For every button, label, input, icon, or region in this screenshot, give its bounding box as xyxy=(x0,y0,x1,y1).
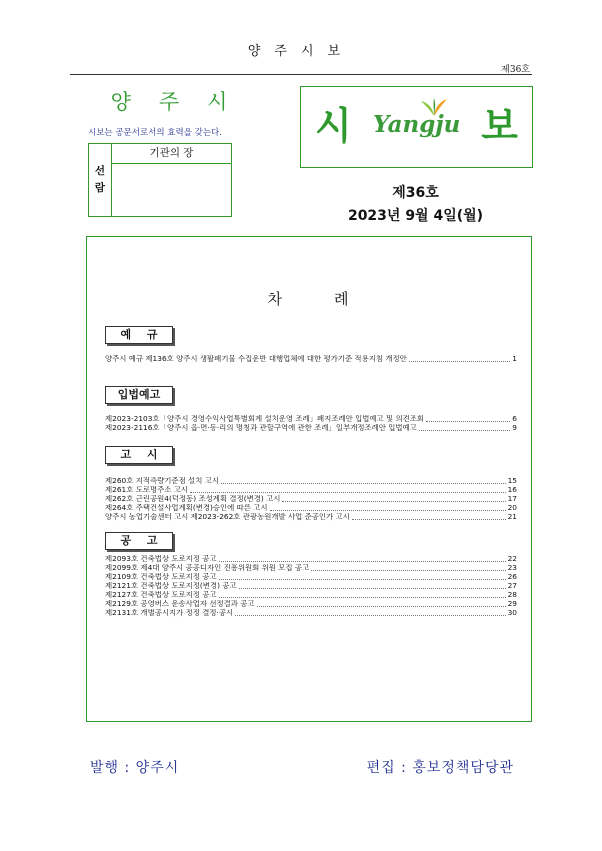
city-name: 양주시 xyxy=(110,90,256,114)
toc-leader xyxy=(219,591,506,598)
toc-entry-text: 제2099호 제4대 양주시 공공디자인 진흥위원회 위원 모집 공고 xyxy=(105,564,310,572)
toc-entry-text: 양주시 예규 제136호 양주시 생활폐기물 수집운반 대행업체에 대한 평가기준 적용지침 개정안 xyxy=(105,355,407,363)
toc-entry-page: 27 xyxy=(507,582,517,590)
toc-entry-text: 제2093호 건축법상 도로지정 공고 xyxy=(105,555,217,563)
toc-leader xyxy=(426,415,510,422)
approval-label-char-2: 람 xyxy=(94,182,106,194)
approval-head: 기관의 장 xyxy=(112,144,231,164)
toc-entry-text: 제2023-2116호「양주시 읍·면·동·리의 명칭과 관할구역에 관한 조례」일부개정조례안 입법예고 xyxy=(105,424,417,432)
toc-leader xyxy=(270,504,506,511)
toc-entry[interactable] xyxy=(105,477,517,486)
toc-entry-text: 제2023-2103호「양주시 경영수익사업특별회계 설치운영 조례」폐지조례안 입법예고 및 의견조회 xyxy=(105,415,425,423)
toc-entry-page: 9 xyxy=(512,424,517,432)
toc-leader xyxy=(311,564,505,571)
toc-entry[interactable] xyxy=(105,486,517,495)
toc-leader xyxy=(282,495,505,502)
toc-leader xyxy=(239,582,506,589)
issue-tag: 제36호 xyxy=(501,65,530,75)
logo-wordmark: Yangju xyxy=(373,111,461,138)
toc-entry-page: 21 xyxy=(507,513,517,521)
toc-entry-page: 26 xyxy=(507,573,517,581)
toc-leader xyxy=(190,486,506,493)
toc-entry[interactable] xyxy=(105,415,517,424)
toc-entry-text: 제2121호 건축법상 도로지정(변경) 공고 xyxy=(105,582,237,590)
logo-left-char: 시 xyxy=(315,104,352,148)
toc-entry-page: 22 xyxy=(507,555,517,563)
masthead-logo xyxy=(300,86,533,168)
toc-title: 차례 xyxy=(267,290,401,308)
toc-entry-page: 6 xyxy=(512,415,517,423)
toc-leader xyxy=(219,555,506,562)
toc-entry[interactable] xyxy=(105,424,517,433)
toc-entry[interactable] xyxy=(105,555,517,564)
bulletin-header-title: 양주시보 xyxy=(247,44,355,59)
toc-entry[interactable] xyxy=(105,600,517,609)
toc-entry[interactable] xyxy=(105,513,517,522)
toc-entry-text: 제262호 근린공원4(덕정동) 조성계획 결정(변경) 고시 xyxy=(105,495,281,503)
toc-leader xyxy=(409,355,511,362)
toc-entry-page: 1 xyxy=(512,355,517,363)
toc-entry[interactable] xyxy=(105,573,517,582)
section-label-public-notices: 공 고 xyxy=(105,532,173,550)
toc-leader xyxy=(221,477,506,484)
toc-entry[interactable] xyxy=(105,504,517,513)
toc-entry-text: 제2131호 개별공시지가 정정 결정·공시 xyxy=(105,609,234,617)
toc-entry[interactable] xyxy=(105,591,517,600)
section-label-announcements: 고 시 xyxy=(105,446,173,464)
toc-leader xyxy=(419,424,510,431)
logo-right-char: 보 xyxy=(481,104,518,148)
toc-entry-text: 양주시 농업기술센터 고시 제2023-262호 관광농원개발 사업 준공인가 고시 xyxy=(105,513,350,521)
toc-entry[interactable] xyxy=(105,609,517,618)
section-label-rules: 예 규 xyxy=(105,326,173,344)
section-label-legislative-notice: 입법예고 xyxy=(105,386,173,404)
approval-label-char-1: 선 xyxy=(94,165,106,177)
toc-entry-text: 제260호 지적측량기준점 설치 고시 xyxy=(105,477,219,485)
toc-entry-page: 20 xyxy=(507,504,517,512)
toc-entry-page: 30 xyxy=(507,609,517,617)
legal-note: 시보는 공문서로서의 효력을 갖는다. xyxy=(88,128,222,138)
toc-entry[interactable] xyxy=(105,355,517,364)
footer-publisher: 발행 : 양주시 xyxy=(90,760,180,776)
approval-label xyxy=(89,144,112,216)
issue-date: 2023년 9월 4일(월) xyxy=(347,208,484,224)
approval-box xyxy=(88,143,232,217)
toc-entry-text: 제2109호 건축법상 도로지정 공고 xyxy=(105,573,217,581)
toc-entry-page: 23 xyxy=(507,564,517,572)
toc-entry[interactable] xyxy=(105,582,517,591)
toc-entry-text: 제2129호 공영버스 운송사업자 선정결과 공고 xyxy=(105,600,255,608)
toc-entry-text: 제264호 주택건설사업계획(변경)승인에 따른 고시 xyxy=(105,504,268,512)
footer-editor: 편집 : 홍보정책담당관 xyxy=(366,760,514,776)
toc-entry-page: 29 xyxy=(507,600,517,608)
toc-leader xyxy=(219,573,506,580)
issue-number: 제36호 xyxy=(392,185,439,201)
toc-leader xyxy=(352,513,506,520)
toc-entry-page: 16 xyxy=(507,486,517,494)
toc-entry[interactable] xyxy=(105,564,517,573)
toc-entry-page: 17 xyxy=(507,495,517,503)
toc-entry-page: 28 xyxy=(507,591,517,599)
toc-leader xyxy=(257,600,506,607)
toc-entry-page: 15 xyxy=(507,477,517,485)
header-divider xyxy=(70,74,532,75)
toc-leader xyxy=(235,609,505,616)
toc-entry-text: 제261호 도로명주소 고시 xyxy=(105,486,189,494)
toc-entry[interactable] xyxy=(105,495,517,504)
toc-entry-text: 제2127호 건축법상 도로지정 공고 xyxy=(105,591,217,599)
